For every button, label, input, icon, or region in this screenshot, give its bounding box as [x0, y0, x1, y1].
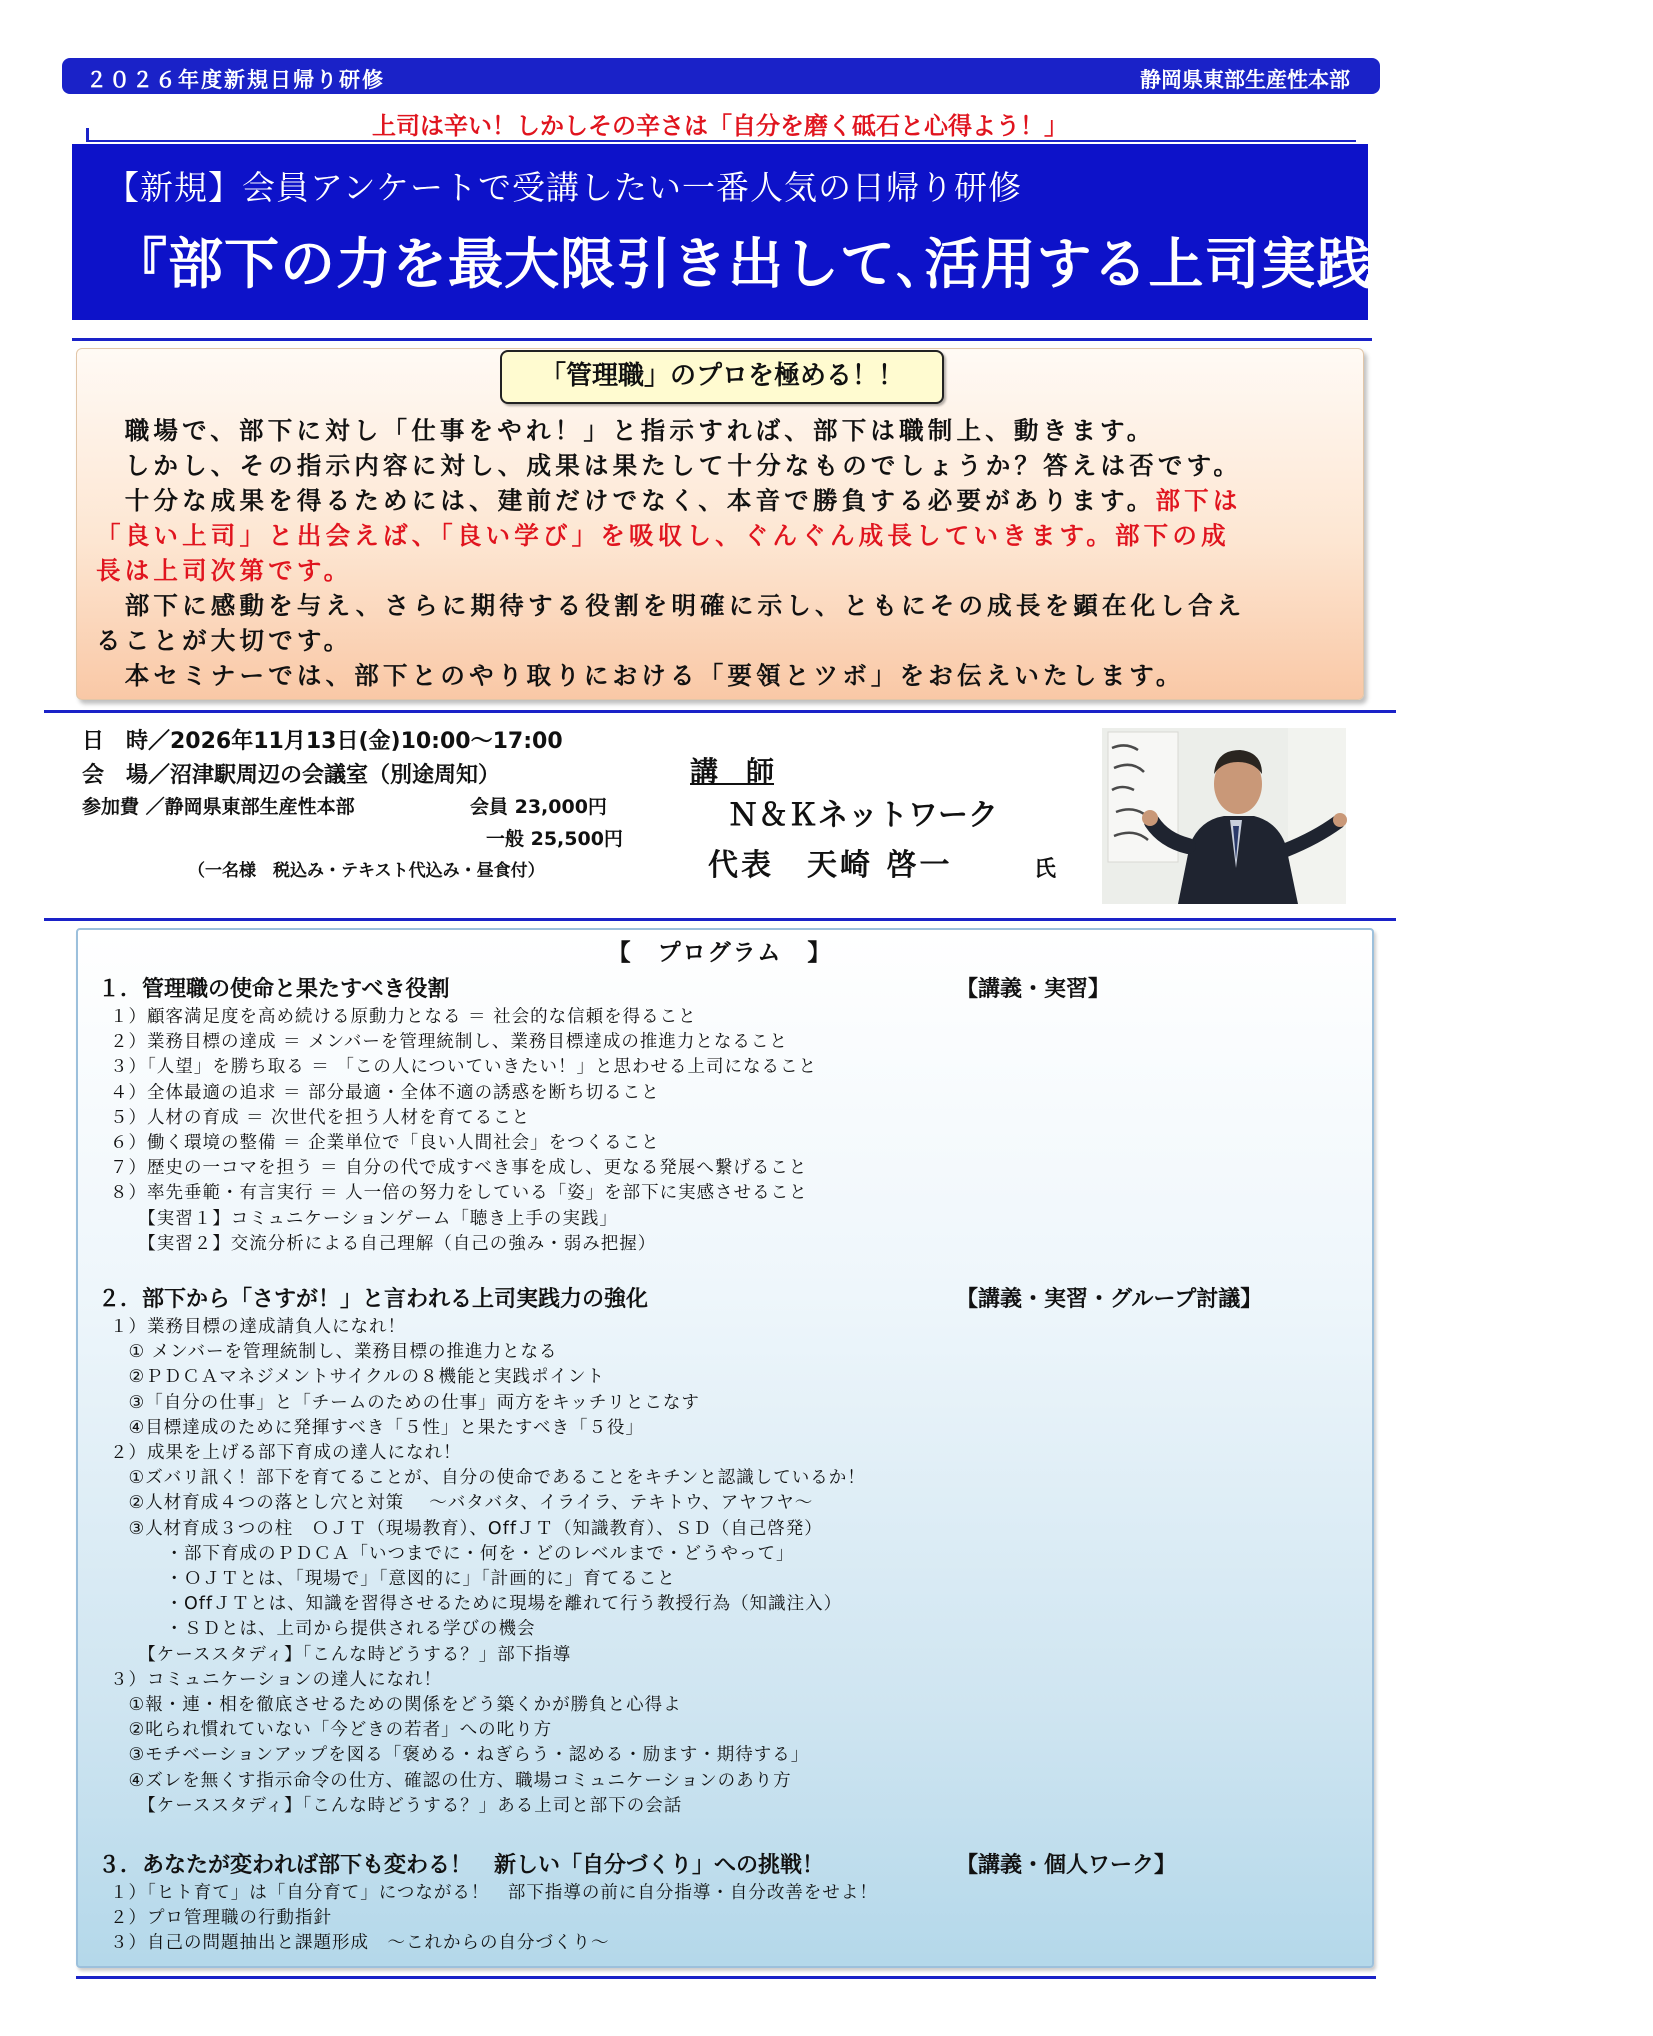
program-item: ②ＰＤＣＡマネジメントサイクルの８機能と実践ポイント	[110, 1367, 606, 1388]
lecturer-honorific: 氏	[1034, 857, 1057, 882]
program-section-3-heading: ３．あなたが変われば部下も変わる！ 新しい「自分づくり」への挑戦！	[98, 1853, 825, 1878]
program-section-2-heading: ２．部下から「さすが！」と言われる上司実践力の強化	[98, 1287, 649, 1312]
header-bar	[62, 58, 1380, 94]
program-item: ５）人材の育成 ＝ 次世代を担う人材を育てること	[110, 1107, 531, 1128]
intro-line: 部下に感動を与え、さらに期待する役割を明確に示し、ともにその成長を顕在化し合え	[96, 591, 1246, 620]
program-item: ２）プロ管理職の行動指針	[110, 1908, 332, 1929]
headline-badge: 「管理職」のプロを極める！！	[500, 350, 944, 404]
divider	[76, 1976, 1376, 1979]
intro-line: 職場で、部下に対し「仕事をやれ！」と指示すれば、部下は職制上、動きます。	[96, 416, 1156, 445]
intro-emphasis: 部下は	[1155, 486, 1242, 515]
header-organizer: 静岡県東部生産性本部	[1140, 68, 1350, 92]
program-section-3-format: 【講義・個人ワーク】	[956, 1853, 1177, 1878]
program-item: ②叱られ慣れていない「今どきの若者」への叱り方	[110, 1720, 553, 1741]
program-item: ・ＯＪＴとは、「現場で」「意図的に」「計画的に」育てること	[110, 1569, 676, 1589]
program-title: 【 プログラム 】	[607, 940, 833, 966]
event-date: 日 時／2026年11月13日(金)10:00～17:00	[82, 729, 563, 754]
intro-line: 本セミナーでは、部下とのやり取りにおける「要領とツボ」をお伝えいたします。	[96, 661, 1185, 690]
program-item: ６）働く環境の整備 ＝ 企業単位で「良い人間社会」をつくること	[110, 1133, 660, 1153]
program-section-1-heading: １．管理職の使命と果たすべき役割	[98, 977, 450, 1002]
program-item: ４）全体最適の追求 ＝ 部分最適・全体不適の誘惑を断ち切ること	[110, 1082, 660, 1103]
program-item: １）業務目標の達成請負人になれ！	[110, 1317, 406, 1337]
program-item: ８）率先垂範・有言実行 ＝ 人一倍の努力をしている「姿」を部下に実感させること	[110, 1183, 808, 1204]
program-item: ③人材育成３つの柱 ＯＪＴ（現場教育）、OffＪＴ（知識教育）、ＳＤ（自己啓発）	[110, 1518, 823, 1539]
program-item: 【ケーススタディ】「こんな時どうする？」部下指導	[110, 1644, 572, 1665]
program-item: ①報・連・相を徹底させるための関係をどう築くかが勝負と心得よ	[110, 1695, 682, 1715]
program-item: ① メンバーを管理統制し、業務目標の推進力となる	[110, 1342, 558, 1363]
program-item: ３）コミュニケーションの達人になれ！	[110, 1669, 442, 1690]
event-fee-note: （一名様 税込み・テキスト代込み・昼食付）	[188, 861, 545, 881]
intro-emphasis: 「良い上司」と出会えば、「良い学び」を吸収し、ぐんぐん成長していきます。部下の成	[96, 521, 1230, 550]
program-item: ④目標達成のために発揮すべき「５性」と果たすべき「５役」	[110, 1417, 644, 1438]
program-item: １）顧客満足度を高め続ける原動力となる ＝ 社会的な信頼を得ること	[110, 1007, 697, 1027]
program-item: ２）業務目標の達成 ＝ メンバーを管理統制し、業務目標達成の推進力となること	[110, 1032, 788, 1053]
intro-emphasis: 長は上司次第です。	[96, 556, 353, 585]
intro-line: しかし、その指示内容に対し、成果は果たして十分なものでしょうか？答えは否です。	[96, 451, 1243, 480]
divider	[44, 918, 1396, 921]
program-item: ７）歴史の一コマを担う ＝ 自分の代で成すべき事を成し、更なる発展へ繋げること	[110, 1158, 808, 1179]
divider	[72, 338, 1372, 341]
page-title: 『部下の力を最大限引き出して､活用する上司実践力の勘所』	[112, 232, 1653, 296]
event-venue: 会 場／沼津駅周辺の会議室（別途周知）	[82, 763, 501, 788]
intro-line: ることが大切です。	[96, 626, 353, 655]
lecturer-name: 代表 天崎 啓一	[708, 848, 953, 883]
program-item: ③「自分の仕事」と「チームのための仕事」両方をキッチリとこなす	[110, 1392, 700, 1413]
lecturer-organization: Ｎ＆Ｋネットワーク	[728, 798, 998, 833]
intro-line	[96, 482, 1356, 517]
program-item: 【実習１】コミュニケーションゲーム「聴き上手の実践」	[110, 1208, 618, 1229]
page-subtitle: 【新規】会員アンケートで受講したい一番人気の日帰り研修	[106, 168, 1023, 207]
lecturer-label: 講 師	[690, 755, 775, 788]
program-item: ①ズバリ訊く！部下を育てることが、自分の使命であることをキチンと認識しているか！	[110, 1468, 866, 1489]
event-fee-general: 一般 25,500円	[486, 828, 623, 850]
lecturer-photo-image	[1102, 728, 1346, 904]
event-fee-label: 参加費 ／静岡県東部生産性本部	[82, 796, 355, 818]
intro-text: 十分な成果を得るためには、建前だけでなく、本音で勝負する必要があります。	[96, 486, 1156, 515]
title-block	[72, 144, 1653, 320]
program-item: １）「ヒト育て」は「自分育て」につながる！ 部下指導の前に自分指導・自分改善をせよ！	[110, 1883, 878, 1903]
program-section-1-format: 【講義・実習】	[956, 977, 1111, 1002]
divider	[88, 140, 1356, 142]
program-item: ②人材育成４つの落とし穴と対策 ～バタバタ、イライラ、テキトウ、アヤフヤ～	[110, 1493, 814, 1514]
program-item: ３）自己の問題抽出と課題形成 ～これからの自分づくり～	[110, 1933, 610, 1954]
program-item: ・OffＪＴとは、知識を習得させるために現場を離れて行う教授行為（知識注入）	[110, 1594, 843, 1615]
program-section-2-format: 【講義・実習・グループ討議】	[956, 1287, 1263, 1312]
program-item: ・部下育成のＰＤＣＡ「いつまでに・何を・どのレベルまで・どうやって」	[110, 1543, 795, 1564]
program-item: 【ケーススタディ】「こんな時どうする？」ある上司と部下の会話	[110, 1795, 683, 1816]
program-item: ③モチベーションアップを図る「褒める・ねぎらう・認める・励ます・期待する」	[110, 1745, 810, 1766]
lecturer-photo	[1102, 728, 1346, 904]
program-item: ２）成果を上げる部下育成の達人になれ！	[110, 1443, 462, 1463]
program-item: ④ズレを無くす指示命令の仕方、確認の仕方、職場コミュニケーションのあり方	[110, 1770, 792, 1791]
program-item: ３）「人望」を勝ち取る ＝ 「この人についていきたい！」と思わせる上司になること	[110, 1057, 818, 1078]
event-fee-member: 会員 23,000円	[470, 796, 607, 818]
program-item: ・ＳＤとは、上司から提供される学びの機会	[110, 1619, 536, 1640]
program-item: 【実習２】交流分析による自己理解（自己の強み・弱み把握）	[110, 1233, 657, 1254]
divider	[44, 710, 1396, 713]
header-year-label: ２０２６年度新規日帰り研修	[86, 68, 385, 92]
tagline: 上司は辛い！しかしその辛さは「自分を磨く砥石と心得よう！」	[372, 112, 1068, 140]
